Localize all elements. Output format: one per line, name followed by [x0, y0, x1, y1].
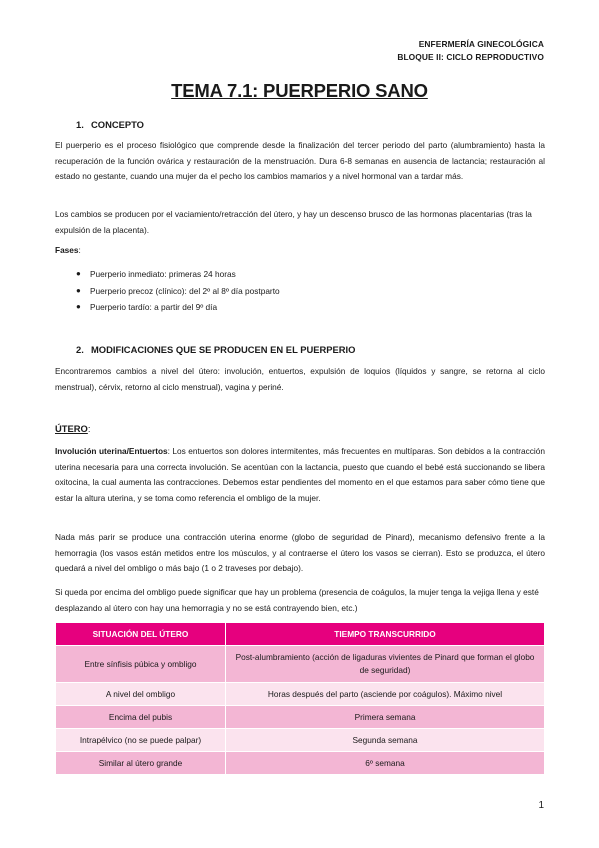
bullet-icon: ● — [76, 302, 81, 311]
list-item — [76, 266, 280, 283]
paragraph-ombligo: Si queda por encima del ombligo puede significar que hay un problema (presencia de coágulos, la mujer tenga la vejiga llena y esté desplazando al útero con hay una hemorragia y no se está contrayendo bien, etc.) — [55, 587, 539, 613]
table-header-row — [56, 623, 545, 646]
table-row — [56, 729, 545, 752]
list-item — [76, 299, 280, 316]
table-row — [56, 706, 545, 729]
fases-label-colon: : — [78, 245, 81, 255]
utero-heading-colon: : — [87, 423, 91, 434]
paragraph-cambios: Los cambios se producen por el vaciamiento/retracción del útero, y hay un descenso brusco de las hormonas placentarias (tras la expulsión de la placenta). — [55, 209, 532, 235]
involucion-text: : Los entuertos son dolores intermitentes, más frecuentes en multíparas. Son debidos a la contracción uterina necesaria para una correcta involución. Se acentúan con la lactancia, puesto que cuando el bebé está succionando se libera oxitocina, la cual aumenta las contracciones. Debemos estar pendientes del momento en el que estamos para saber cómo tiene que estar la altura uterina, y se toma como referencia el ombligo de la mujer. — [55, 446, 545, 503]
list-item-text: Puerperio inmediato: primeras 24 horas — [90, 269, 236, 279]
paragraph-concepto: El puerperio es el proceso fisiológico que comprende desde la finalización del tercer periodo del parto (alumbramiento) hasta la recuperación de la función ovárica y restauración de la menstruación. Dura 6-8 semanas en ausencia de lactancia; restauración al estado no gestante, cuando una mujer da el pecho los cambios mamarios y a nivel hormonal van a tardar más. — [55, 140, 545, 182]
table-cell: Similar al útero grande — [56, 752, 226, 775]
table-header-cell: TIEMPO TRANSCURRIDO — [226, 623, 545, 646]
paragraph-involucion — [55, 444, 545, 506]
page-title: TEMA 7.1: PUERPERIO SANO — [171, 80, 428, 101]
table-cell: Encima del pubis — [56, 706, 226, 729]
table-cell: Intrapélvico (no se puede palpar) — [56, 729, 226, 752]
paragraph-modificaciones: Encontraremos cambios a nivel del útero: involución, entuertos, expulsión de loquios (líquidos y sangre, se retorna al ciclo menstrual), cérvix, retorno al ciclo menstrual), vagina y periné. — [55, 366, 545, 392]
fases-label-text: Fases — [55, 245, 79, 255]
bullet-icon: ● — [76, 285, 81, 295]
page-number: 1 — [538, 800, 544, 811]
section-title: CONCEPTO — [91, 119, 144, 130]
section-number: 1. — [76, 119, 84, 130]
utero-heading — [55, 423, 90, 434]
paragraph-pinard: Nada más parir se produce una contracción uterina enorme (globo de seguridad de Pinard), mecanismo defensivo frente a la hemorragia (los vasos están metidos entre los músculos, y al contraerse el útero los vasos se cierran). Esto se produzca, el útero quedará a nivel del ombligo o más bajo (1 o 2 traveses por debajo). — [55, 532, 545, 574]
section-number: 2. — [76, 344, 84, 355]
header-block: BLOQUE II: CICLO REPRODUCTIVO — [397, 52, 544, 62]
table-cell: A nivel del ombligo — [56, 683, 226, 706]
involucion-label: Involución uterina/Entuertos — [55, 446, 168, 456]
table-cell: Horas después del parto (asciende por coágulos). Máximo nivel — [226, 683, 545, 706]
table-cell: Segunda semana — [226, 729, 545, 752]
utero-table — [55, 622, 545, 775]
table-row — [56, 683, 545, 706]
section-title: MODIFICACIONES QUE SE PRODUCEN EN EL PUERPERIO — [91, 344, 356, 355]
list-item-text: Puerperio precoz (clínico): del 2º al 8º día postparto — [90, 285, 280, 296]
table-cell: Entre sínfisis púbica y ombligo — [56, 646, 226, 683]
table-header-cell: SITUACIÓN DEL ÚTERO — [56, 623, 226, 646]
table-row — [56, 752, 545, 775]
list-item — [76, 283, 280, 300]
table-cell: Post-alumbramiento (acción de ligaduras vivientes de Pinard que forman el globo de seguridad) — [226, 646, 545, 683]
section-heading-concepto — [76, 119, 144, 130]
fases-label — [55, 243, 545, 259]
utero-heading-text: ÚTERO — [55, 423, 88, 434]
section-heading-modificaciones — [76, 344, 355, 355]
bullet-icon: ● — [76, 269, 81, 278]
header-subject: ENFERMERÍA GINECOLÓGICA — [418, 39, 544, 49]
table-row — [56, 646, 545, 683]
table-cell: 6º semana — [226, 752, 545, 775]
list-item-text: Puerperio tardío: a partir del 9º día — [90, 302, 218, 312]
document-header — [397, 38, 544, 64]
fases-list — [76, 266, 280, 316]
table-cell: Primera semana — [226, 706, 545, 729]
